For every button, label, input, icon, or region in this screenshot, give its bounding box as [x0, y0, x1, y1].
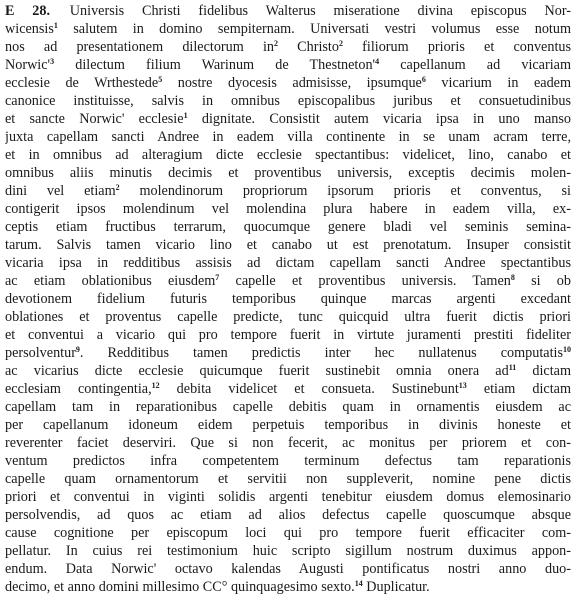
- text-line-12: contigerit ipsos molendinum vel molendina plura habere in eadem villa, ex-: [5, 201, 571, 217]
- text-line-21: ac vicarius dicte ecclesie quicumque fuerit sustinebit omnia onera $ad^{11}$ dictam: [5, 363, 571, 379]
- text-line-30: cause cognitione per episcopum loci qui pro tempore fuerit efficaciter com-: [5, 525, 571, 541]
- text-line-20: persolventur$^9$. Redditibus tamen predictis inter hec nullatenus computatis$^{10}$: [5, 345, 571, 361]
- text-line-18: oblationes et proventus capelle predicte, tunc quicquid ultra fuerit dictis priori: [5, 309, 571, 325]
- text-line-27: capelle quam ornamentorum et servitii non suppleverit, nomine pene dictis: [5, 471, 571, 487]
- footnote-marker: 1: [183, 111, 188, 120]
- footnote-marker: 6: [421, 75, 426, 84]
- text-line-31: pellatur. In cuius rei testimonium huic scripto sigillum nostrum duximus appon-: [5, 543, 571, 559]
- footnote-marker: 12: [151, 381, 160, 390]
- text-line-11: dini vel etiam$^2$ molendinorum propriorum ipsorum prioris et conventus, si: [5, 183, 571, 199]
- text-line-7: et sancte Norwic' ecclesie$^1$ dignitate. Consistit autem vicaria ipsa in uno manso: [5, 111, 571, 127]
- charter-document: [5, 2, 571, 596]
- footnote-marker: 14: [354, 579, 363, 588]
- text-line-9: et in omnibus ad alteragium dicte ecclesie spectantibus: videlicet, lino, canabo et: [5, 147, 571, 163]
- text-line-15: vicaria ipsa in redditibus assisis ad dictam capellam sancti Andree spectantibus: [5, 255, 571, 271]
- text-line-24: per capellanum idoneum eidem perpetuis temporibus in divinis honeste et: [5, 417, 571, 433]
- text-line-8: juxta capellam sancti Andree in eadem villa continente in se unam acram terre,: [5, 129, 571, 145]
- footnote-marker: 2: [274, 39, 278, 48]
- text-line-33: decimo, et anno domini millesimo CC° quinquagesimo sexto.$^{14}$ Duplicatur.: [5, 579, 430, 595]
- text-line-16: ac etiam oblationibus eiusdem$^7$ capelle et proventibus universis. Tamen$^8$ si ob: [5, 273, 571, 289]
- footnote-marker: 2: [115, 183, 120, 192]
- text-line-22: ecclesiam contingentia,$^{12}$ debita videlicet et consueta. Sustinebunt$^{13}$ etiam dictam: [5, 381, 571, 397]
- text-line-17: devotionem fidelium futuris temporibus quinque marcas argenti excedant: [5, 291, 571, 307]
- text-line-6: canonice instituisse, salvis in omnibus episcopalibus juribus et consuetudinibus: [5, 93, 571, 109]
- footnote-marker: 9: [75, 345, 80, 354]
- text-line-4: $Norwic'^3$ dilectum filium Warinum de $Thestneton'^4$ capellanum ad vicariam: [5, 57, 571, 73]
- footnote-marker: 1: [53, 21, 58, 30]
- footnote-marker: 5: [158, 75, 163, 84]
- text-line-1: [5, 2, 571, 20]
- footnote-marker: 8: [510, 273, 515, 282]
- text-line-14: tarum. Salvis tamen vicario lino et canabo ut est prenotatum. Insuper consistit: [5, 237, 571, 253]
- text-line-19: et conventui a vicario qui pro tempore fuerit in virtute juramenti prestiti fideliter: [5, 327, 571, 343]
- footnote-marker: 10: [563, 345, 571, 354]
- footnote-marker: 7: [215, 273, 220, 282]
- entry-id: E 28.: [5, 3, 50, 19]
- text-line-25: reverenter faciet deserviri. Que si non fecerit, ac monitus per priorem et con-: [5, 435, 571, 451]
- footnote-marker: 4: [375, 57, 380, 66]
- text-line-5: ecclesie de Wrthestede$^5$ nostre dyocesis admisisse, ipsumque$^6$ vicarium in eadem: [5, 75, 571, 91]
- text-line-23: capellam tam in reparationibus capelle debitis quam in ornamentis eiusdem ac: [5, 399, 571, 415]
- text-line-29: persolvendis, ad quos ac etiam ad alios defectus capelle quoscumque absque: [5, 507, 571, 523]
- footnote-marker: 2: [338, 39, 343, 48]
- line-text: Universis Christi fidelibus Walterus miseratione divina episcopus Nor-: [52, 3, 571, 19]
- footnote-marker: 11: [508, 363, 517, 372]
- text-line-10: omnibus aliis minutis decimis et proventibus universis, exceptis decimis molen-: [5, 165, 571, 181]
- text-line-13: ceptis etiam fructibus terrarum, quocumque genere bladi vel seminis semina-: [5, 219, 571, 235]
- text-line-2: wicensis$^1$ salutem in domino sempiternam. Universati vestri volumus esse notum: [5, 21, 571, 37]
- text-line-28: priori et conventui in viginti solidis argenti tenebitur eiusdem domus elemosinario: [5, 489, 571, 505]
- text-line-32: endum. Data Norwic' octavo kalendas Augusti pontificatus nostri anno duo-: [5, 561, 571, 577]
- footnote-marker: 3: [50, 57, 55, 66]
- footnote-marker: 13: [458, 381, 467, 390]
- text-line-26: ventum predictos infra competentem terminum defectus tam reparationis: [5, 453, 571, 469]
- text-line-3: nos ad presentationem dilectorum $in^2$ Christo$^2$ filiorum prioris et conventus: [5, 39, 571, 55]
